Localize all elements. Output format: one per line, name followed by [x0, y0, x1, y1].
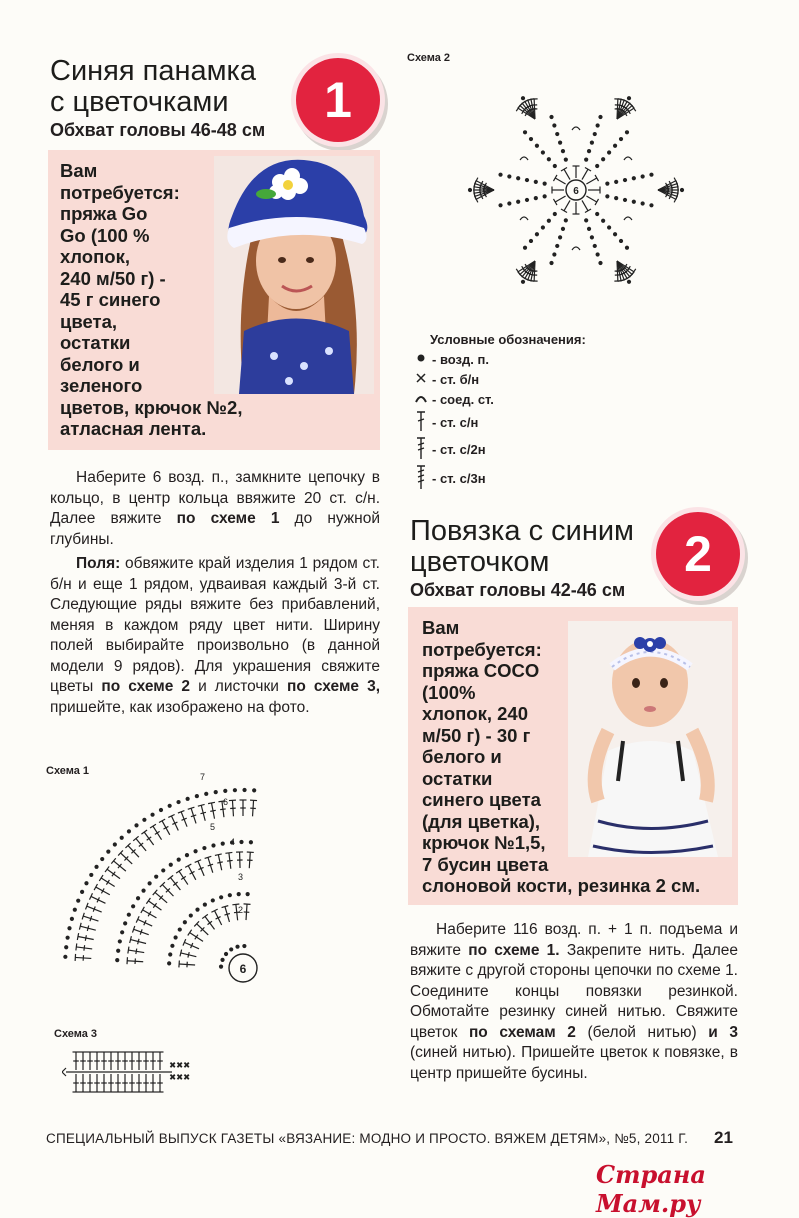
req-line: пряжа Go [60, 203, 290, 225]
req-line: цветов, крючок №2, [60, 397, 290, 419]
legend-item-label: - ст. с/2н [432, 442, 486, 457]
scheme1-row-number: 3 [238, 872, 243, 882]
svg-text:×: × [170, 1072, 175, 1082]
text-run: Наберите 116 возд. п. + 1 п. подъема и вяжите [410, 921, 738, 959]
text-run-bold: по схемам 2 [469, 1024, 576, 1041]
text-run: Наберите 6 возд. п., замкните цепочку в кольцо, в центр кольца ввяжите 20 ст. с/н. Далее вяжите [50, 469, 380, 527]
req-line: потребуется: [60, 182, 290, 204]
legend-item-slip [410, 389, 670, 409]
req-line: зеленого [60, 375, 290, 397]
scheme1-label: Схема 1 [46, 765, 89, 777]
svg-text:×: × [184, 1072, 189, 1082]
toddler-headband-photo [568, 621, 732, 857]
legend-item-label: - ст. с/3н [432, 471, 486, 486]
scheme1-center-number: 6 [240, 962, 247, 976]
scheme1-row-number: 7 [200, 772, 205, 782]
scheme1-row-number: 4 [230, 837, 235, 847]
text-run-bold: по схеме 1 [177, 510, 280, 527]
req-line: (100% [422, 682, 732, 704]
chain-stitch-icon [410, 352, 432, 367]
legend-item-dc [410, 409, 670, 435]
text-run-bold: по схеме 1. [468, 942, 559, 959]
article1-requirements-box [48, 150, 380, 450]
article2-paragraph [410, 920, 738, 1084]
legend-item-chain [410, 349, 670, 369]
page-number: 21 [714, 1128, 733, 1148]
req-line: крючок №1,5, [422, 832, 732, 854]
article2-number-badge: 2 [656, 512, 740, 596]
legend-item-label: - ст. с/н [432, 415, 478, 430]
req-line: цвета, [60, 311, 290, 333]
article1-instructions [50, 468, 380, 718]
footer-publication: СПЕЦИАЛЬНЫЙ ВЫПУСК ГАЗЕТЫ «ВЯЗАНИЕ: МОДНО И ПРОСТО. ВЯЖЕМ ДЕТЯМ», №5, 2011 Г. [46, 1131, 688, 1146]
req-line: Go (100 % [60, 225, 290, 247]
article1-title [50, 56, 256, 118]
article1-paragraph-2 [50, 554, 380, 718]
text-run: обвяжите край изделия 1 рядом ст. б/н и еще 1 рядом, удваивая каждый 3-й ст. Следующие ряды вяжите без прибавлений, меняя в каждом ряду цвет нити. Ширину полей выбирайте произвольно (в данной модели 9 рядов). Для украшения свяжите цветы [50, 555, 380, 695]
text-run-bold: по схеме 2 [101, 678, 190, 695]
req-line: слоновой кости, резинка 2 см. [422, 875, 732, 897]
text-run: Закрепите нить. Далее вяжите с другой стороны цепочки по схеме 1. Соедините концы повязки резинкой. Обмотайте резинку синей нитью. Свяжите цветок [410, 942, 738, 1041]
req-line: остатки [422, 768, 732, 790]
text-run: и листочки [190, 678, 287, 695]
req-line: атласная лента. [60, 418, 290, 440]
scheme2-label: Схема 2 [407, 52, 450, 64]
text-run: (белой нитью) [576, 1024, 708, 1041]
text-run: (синей нитью). Пришейте цветок к повязке, в центр пришейте бусины. [410, 1044, 738, 1082]
text-run-bold: по схеме 3, [287, 678, 380, 695]
double-treble-crochet-icon [410, 464, 432, 493]
req-line: 7 бусин цвета [422, 854, 732, 876]
girl-hat-photo [214, 156, 374, 394]
scheme3-label: Схема 3 [54, 1028, 97, 1040]
scheme3-diagram [62, 1046, 202, 1098]
single-crochet-icon [410, 372, 432, 387]
svg-text:×: × [177, 1060, 182, 1070]
req-line: остатки [60, 332, 290, 354]
svg-text:×: × [177, 1072, 182, 1082]
article2-instructions [410, 920, 738, 1084]
scheme1-diagram [40, 760, 400, 1020]
article1-head-size: Обхват головы 46-48 см [50, 120, 265, 141]
site-watermark: Страна Мам.ру [596, 1160, 799, 1218]
legend-item-label: - ст. б/н [432, 372, 479, 387]
text-run: пришейте, как изображено на фото. [50, 699, 310, 716]
legend-item-tr [410, 435, 670, 463]
legend-item-dtr [410, 463, 670, 493]
req-line: пряжа COCO [422, 660, 732, 682]
req-line: Вам [60, 160, 290, 182]
article2-head-size: Обхват головы 42-46 см [410, 580, 625, 601]
legend-title: Условные обозначения: [410, 332, 670, 347]
article2-title [410, 516, 634, 578]
scheme2-center-number: 6 [573, 186, 579, 197]
req-line: Вам [422, 617, 732, 639]
legend-item-label: - возд. п. [432, 352, 489, 367]
treble-crochet-icon [410, 436, 432, 463]
legend-item-label: - соед. ст. [432, 392, 494, 407]
svg-text:×: × [170, 1060, 175, 1070]
text-run-bold: и 3 [708, 1024, 738, 1041]
req-line: потребуется: [422, 639, 732, 661]
scheme1-row-number: 2 [238, 905, 243, 915]
req-line: (для цветка), [422, 811, 732, 833]
article1-title-line2: с цветочками [50, 87, 256, 118]
article1-title-line1: Синяя панамка [50, 56, 256, 87]
article1-number-badge: 1 [296, 58, 380, 142]
legend-item-sc [410, 369, 670, 389]
req-line: хлопок, 240 [422, 703, 732, 725]
text-run-bold: Поля: [76, 555, 120, 572]
req-line: белого и [60, 354, 290, 376]
req-line: 45 г синего [60, 289, 290, 311]
req-line: хлопок, [60, 246, 290, 268]
req-line: белого и [422, 746, 732, 768]
article2-title-line1: Повязка с синим [410, 516, 634, 547]
article2-requirements-box [408, 607, 738, 905]
legend [410, 332, 670, 493]
req-line: м/50 г) - 30 г [422, 725, 732, 747]
slip-stitch-icon [410, 392, 432, 407]
scheme1-row-number: 5 [210, 822, 215, 832]
article1-paragraph-1 [50, 468, 380, 550]
double-crochet-icon [410, 410, 432, 435]
scheme2-diagram [420, 52, 710, 328]
req-line: 240 м/50 г) - [60, 268, 290, 290]
req-line: синего цвета [422, 789, 732, 811]
svg-text:×: × [184, 1060, 189, 1070]
scheme1-row-number: 6 [223, 797, 228, 807]
text-run: до нужной глубины. [50, 510, 380, 548]
article2-title-line2: цветочком [410, 547, 634, 578]
